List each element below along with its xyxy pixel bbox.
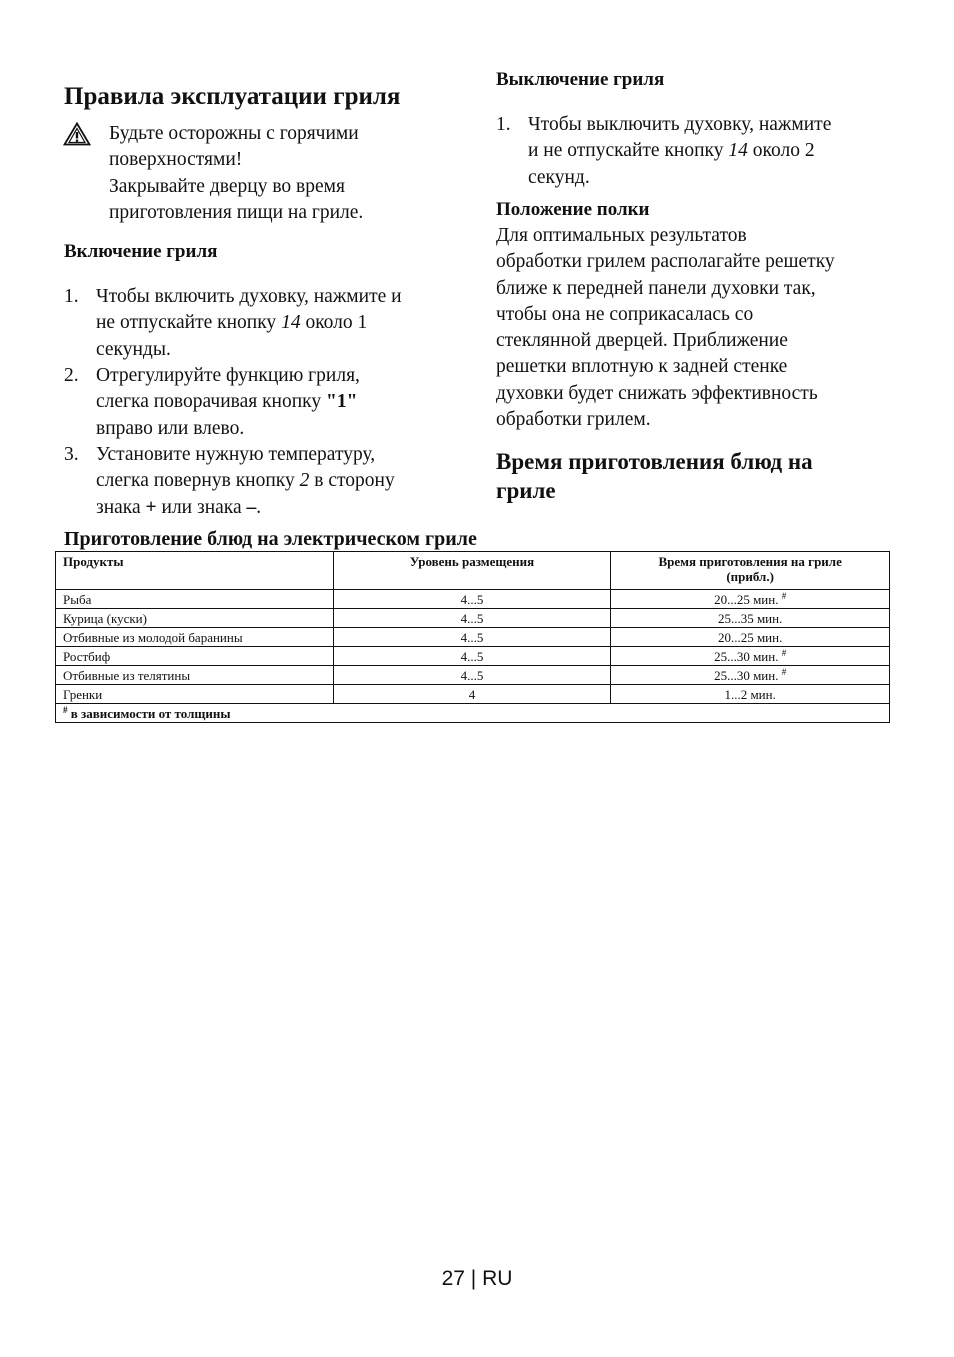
- table-row: Рыба 4...5 20...25 мин. #: [56, 590, 890, 609]
- table-row: Отбивные из молодой баранины 4...5 20...25 мин.: [56, 628, 890, 647]
- warning-text: Будьте осторожны с горячими поверхностями! Закрывайте дверцу во время приготовления пищи на гриле.: [109, 123, 364, 223]
- header-level: Уровень размещения: [333, 552, 611, 590]
- shelf-position-text: Для оптимальных результатов обработки грилем располагайте решетку ближе к передней панели духовки так, чтобы она не соприкасалась со стеклянной дверцей. Приближение решетки вплотную к задней стенке духовки будет снижать эффективность обработки грилем.: [496, 225, 835, 431]
- table-row: Курица (куски) 4...5 25...35 мин.: [56, 609, 890, 628]
- table-row: Гренки 4 1...2 мин.: [56, 685, 890, 704]
- language-code: RU: [482, 1267, 513, 1290]
- switch-on-heading: Включение гриля: [64, 241, 218, 262]
- switch-off-heading: Выключение гриля: [496, 69, 665, 90]
- table-header-row: [56, 552, 890, 590]
- table-footnote-row: # в зависимости от толщины: [56, 704, 890, 723]
- table-row: Отбивные из телятины 4...5 25...30 мин. #: [56, 666, 890, 685]
- header-time: Время приготовления на гриле (прибл.): [611, 552, 890, 590]
- page-footer: [0, 1267, 954, 1291]
- table-row: Ростбиф 4...5 25...30 мин. #: [56, 647, 890, 666]
- warning-triangle-icon: [63, 122, 91, 146]
- page-number: 27: [441, 1267, 465, 1290]
- shelf-position-heading: Положение полки: [496, 199, 650, 220]
- footer-separator: |: [470, 1267, 477, 1290]
- grill-table: [55, 551, 890, 723]
- table-title: Приготовление блюд на электрическом гриле: [64, 528, 477, 550]
- header-products: Продукты: [56, 552, 334, 590]
- page-title: Правила эксплуатации гриля: [64, 83, 401, 110]
- cooking-times-title: Время приготовления блюд на гриле: [496, 449, 813, 503]
